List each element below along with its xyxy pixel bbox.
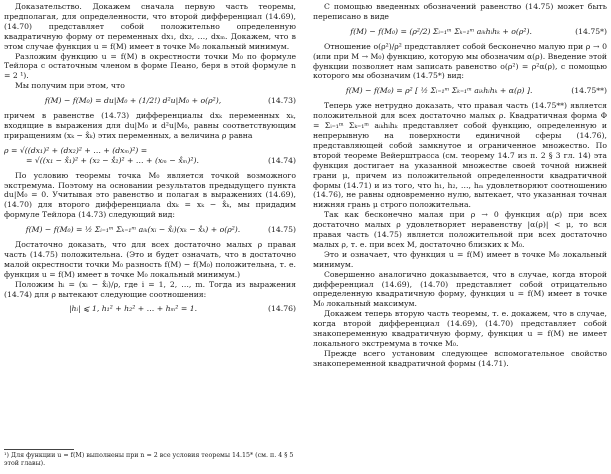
differentials-paragraph: причем в равенстве (14.73) дифференциалы dxₖ переменных xₖ, входящие в выражения для du|M₀ и d²u|M₀, равны соответствующим приращениям (xₖ − x̊ₖ) этих переменных, а величина ρ равна — [4, 111, 296, 140]
equation-formula: f(M) − f(M₀) = ρ² [ ½ Σᵢ₌₁ᵐ Σₖ₌₁ᵐ aᵢₖhᵢhₖ + α(ρ) ]. — [345, 86, 533, 96]
equation-14-73 — [4, 96, 296, 106]
equation-number: (14.75**) — [571, 86, 607, 96]
equation-14-75 — [4, 225, 296, 235]
auxiliary-property-paragraph: Прежде всего установим следующее вспомогательное свойство знакопеременной квадратичной формы (14.71). — [313, 348, 607, 368]
equation-14-76 — [4, 304, 296, 314]
left-column — [4, 2, 296, 319]
footnote-rule — [4, 449, 74, 450]
ratio-paragraph: Отношение o(ρ²)/ρ² представляет собой бесконечно малую при ρ → 0 (или при M → M₀) функцию, которую мы обозначим α(ρ). Введение этой функции позволяет нам записать равенство o(ρ²) = ρ²α(ρ), с помощью которого мы обозначим (14.75*) вид: — [313, 41, 607, 81]
equation-14-75-star — [313, 27, 607, 37]
quadratic-form-paragraph: Теперь уже нетрудно доказать, что правая часть (14.75**) является положительной для всех достаточно малых ρ. Квадратичная форма Φ = Σᵢ₌₁ᵐ Σₖ₌₁ᵐ aᵢₖhᵢhₖ представляет собой функцию, определенную и непрерывную на поверхности единичной сферы (14.76), представляющей собой замкнутое и ограниченное множество. По второй теореме Вейерштрасса (см. теорему 14.7 из п. 2 § 3 гл. 14) эта функция достигает на указанной множестве своей точной нижней грани μ, причем из положительной определенности квадратичной формы (14.71) и из того, что h₁, h₂, …, hₘ удовлетворяют соотношению (14.76), не равны одновременно нулю, вытекает, что указанная точная нижняя грань μ строго положительна. — [313, 101, 607, 210]
equation-formula: f(M) − f(M₀) = du|M₀ + (1/2!) d²u|M₀ + o(ρ²), — [44, 96, 222, 106]
possible-extremum-paragraph: По условию теоремы точка M₀ является точкой возможного экстремума. Поэтому на основании результатов предыдущего пункта du|M₀ = 0. Учитывая это равенство и полагая в выражениях (14.69), (14.70) для второго дифференциала dxₖ = xₖ − x̊ₖ, мы придадим формуле Тейлора (14.73) следующий вид: — [4, 170, 296, 220]
equation-line: ρ = √((dx₁)² + (dx₂)² + … + (dxₘ)²) = — [4, 145, 148, 155]
equation-14-75-double-star — [313, 86, 607, 96]
local-minimum-paragraph: Это и означает, что функция u = f(M) имеет в точке M₀ локальный минимум. — [313, 249, 607, 269]
equation-line: = √((x₁ − x̊₁)² + (x₂ − x̊₂)² + … + (xₘ − x̊ₘ)²). — [26, 155, 199, 165]
infinitesimal-paragraph: Так как бесконечно малая при ρ → 0 функция α(ρ) при всех достаточно малых ρ удовлетворяет неравенству |α(ρ)| < μ, то вся правая часть (14.75) является положительной при всех достаточно малых ρ, т. е. при всех M, достаточно близких к M₀. — [313, 210, 607, 249]
proof-intro-paragraph: Доказательство. Докажем сначала первую часть теоремы, предполагая, для определенности, что второй дифференциал (14.69), (14.70) представляет собой положительно определенную квадратичную форму от переменных dx₁, dx₂, …, dxₘ. Докажем, что в этом случае функция u = f(M) имеет в точке M₀ локальный минимум. — [4, 2, 296, 51]
analogous-paragraph: Совершенно аналогично доказывается, что в случае, когда второй дифференциал (14.69), (14.70) представляет собой отрицательно определенную квадратичную форму, функция u = f(M) имеет в точке M₀ локальный максимум. — [313, 269, 607, 309]
equation-number: (14.76) — [267, 304, 296, 314]
equation-formula: |hᵢ| ⩽ 1, h₁² + h₂² + … + hₘ² = 1. — [68, 304, 198, 314]
footnote-text: ¹) Для функции u = f(M) выполнены при n = 2 все условия теоремы 14.15* (см. п. 4 § 5 этой главы). — [4, 452, 294, 467]
equation-number: (14.75*) — [575, 26, 607, 36]
taylor-expansion-paragraph: Разложим функцию u = f(M) в окрестности точки M₀ по формуле Тейлора с остаточным членом в форме Пеано, беря в этой формуле n = 2 ¹). — [4, 51, 296, 81]
footnote — [4, 449, 296, 468]
second-part-paragraph: Докажем теперь вторую часть теоремы, т. е. докажем, что в случае, когда второй дифференциал (14.69), (14.70) представляет собой знакопеременную квадратичную форму, функция u = f(M) не имеет локального экстремума в точке M₀. — [313, 309, 607, 348]
equation-number: (14.73) — [267, 96, 296, 106]
equation-number: (14.74) — [267, 155, 296, 165]
equation-formula: f(M) − f(M₀) = ½ Σᵢ₌₁ᵐ Σₖ₌₁ᵐ aᵢₖ(xᵢ − x̊ᵢ)(xₖ − x̊ₖ) + o(ρ²). — [25, 225, 241, 235]
obtain-paragraph: Мы получим при этом, что — [15, 81, 125, 91]
sufficient-paragraph: Достаточно доказать, что для всех достаточно малых ρ правая часть (14.75) положительна. (Это и будет означать, что в достаточно малой окрестности точки M₀ разность f(M) − f(M₀) положительна, т. е. функция u = f(M) имеет в точке M₀ локальный минимум.) — [4, 240, 296, 279]
equation-14-74 — [4, 146, 296, 166]
rewrite-paragraph: С помощью введенных обозначений равенство (14.75) может быть переписано в виде — [313, 2, 607, 21]
right-column — [313, 2, 607, 369]
equation-number: (14.75) — [267, 225, 296, 235]
substitution-paragraph: Положим hᵢ = (xᵢ − x̊ᵢ)/ρ, где i = 1, 2, …, m. Тогда из выражения (14.74) для ρ вытекают следующие соотношения: — [4, 279, 296, 299]
equation-formula: f(M) − f(M₀) = (ρ²/2) Σᵢ₌₁ᵐ Σₖ₌₁ᵐ aᵢₖhᵢhₖ + o(ρ²). — [350, 26, 532, 36]
